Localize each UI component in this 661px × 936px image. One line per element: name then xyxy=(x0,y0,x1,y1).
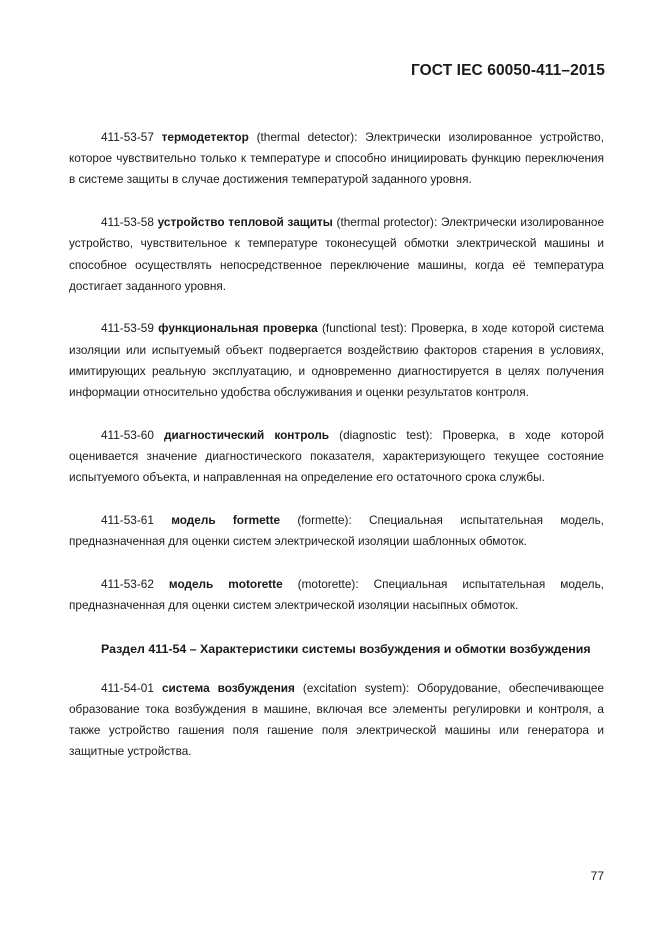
entry-text: (functional test): Проверка, в ходе которой система изоляции или испытуемый объект подвергается воздействию факторов старения в условиях, имитирующих реальную эксплуатацию, и одновременно диагностируется в целях получения информации относительно удобства обслуживания и оценки результатов контроля. xyxy=(69,321,604,400)
term-entry-411-53-62 xyxy=(69,574,604,616)
term-entry-411-53-60 xyxy=(69,425,604,489)
term-entry-411-53-61 xyxy=(69,510,604,552)
page-number: 77 xyxy=(590,869,604,883)
entry-code: 411-53-62 xyxy=(101,576,154,591)
document-body xyxy=(69,127,604,784)
entry-code: 411-53-58 xyxy=(101,215,154,230)
entry-term: функциональная проверка xyxy=(158,321,318,336)
entry-text: (thermal detector): Электрически изолированное устройство, которое чувствительно только к температуре и способно инициировать функцию переключения в системе защиты в случае достижения температурой заданного уровня. xyxy=(69,130,604,187)
entry-code: 411-53-60 xyxy=(101,427,154,442)
term-entry-411-53-58 xyxy=(69,212,604,297)
entry-text: (excitation system): Оборудование, обеспечивающее образование тока возбуждения в машине, включая все элементы регулировки и контроля, а также устройство гашения поля гашение поля электрической машины или генератора и защитные устройства. xyxy=(69,680,605,759)
entry-term: модель formette xyxy=(171,512,281,527)
entry-code: 411-53-57 xyxy=(101,130,154,144)
term-entry-411-53-59 xyxy=(69,318,604,403)
entry-term: устройство тепловой защиты xyxy=(157,215,333,230)
entry-text: (thermal protector): Электрически изолированное устройство, чувствительное к температуре токонесущей обмотки электрической машины и способное осуществлять непосредственное переключение машины, когда её температура достигает заданного уровня. xyxy=(69,215,604,293)
entry-term: система возбуждения xyxy=(161,680,295,695)
section-heading: Раздел 411-54 – Характеристики системы возбуждения и обмотки возбуждения xyxy=(101,641,591,656)
entry-code: 411-54-01 xyxy=(101,680,154,695)
entry-code: 411-53-61 xyxy=(101,512,154,527)
entry-text: (formette): Специальная испытательная модель, предназначенная для оценки систем электрической изоляции шаблонных обмоток. xyxy=(69,512,605,549)
entry-term: диагностический контроль xyxy=(164,427,330,442)
entry-code: 411-53-59 xyxy=(101,321,154,336)
document-header: ГОСТ IEC 60050-411–2015 xyxy=(410,62,605,79)
entry-text: (diagnostic test): Проверка, в ходе которой оценивается значение диагностического показателя, характеризующего текущее состояние испытуемого объекта, и направленная на определение его остаточного срока службы. xyxy=(69,427,604,485)
entry-term: термодетектор xyxy=(161,130,249,144)
entry-text: (motorette): Специальная испытательная модель, предназначенная для оценки систем электрической изоляции насыпных обмоток. xyxy=(69,576,604,612)
term-entry-411-53-57 xyxy=(69,127,604,191)
term-entry-411-54-01 xyxy=(69,678,604,763)
entry-term: модель motorette xyxy=(168,576,283,591)
